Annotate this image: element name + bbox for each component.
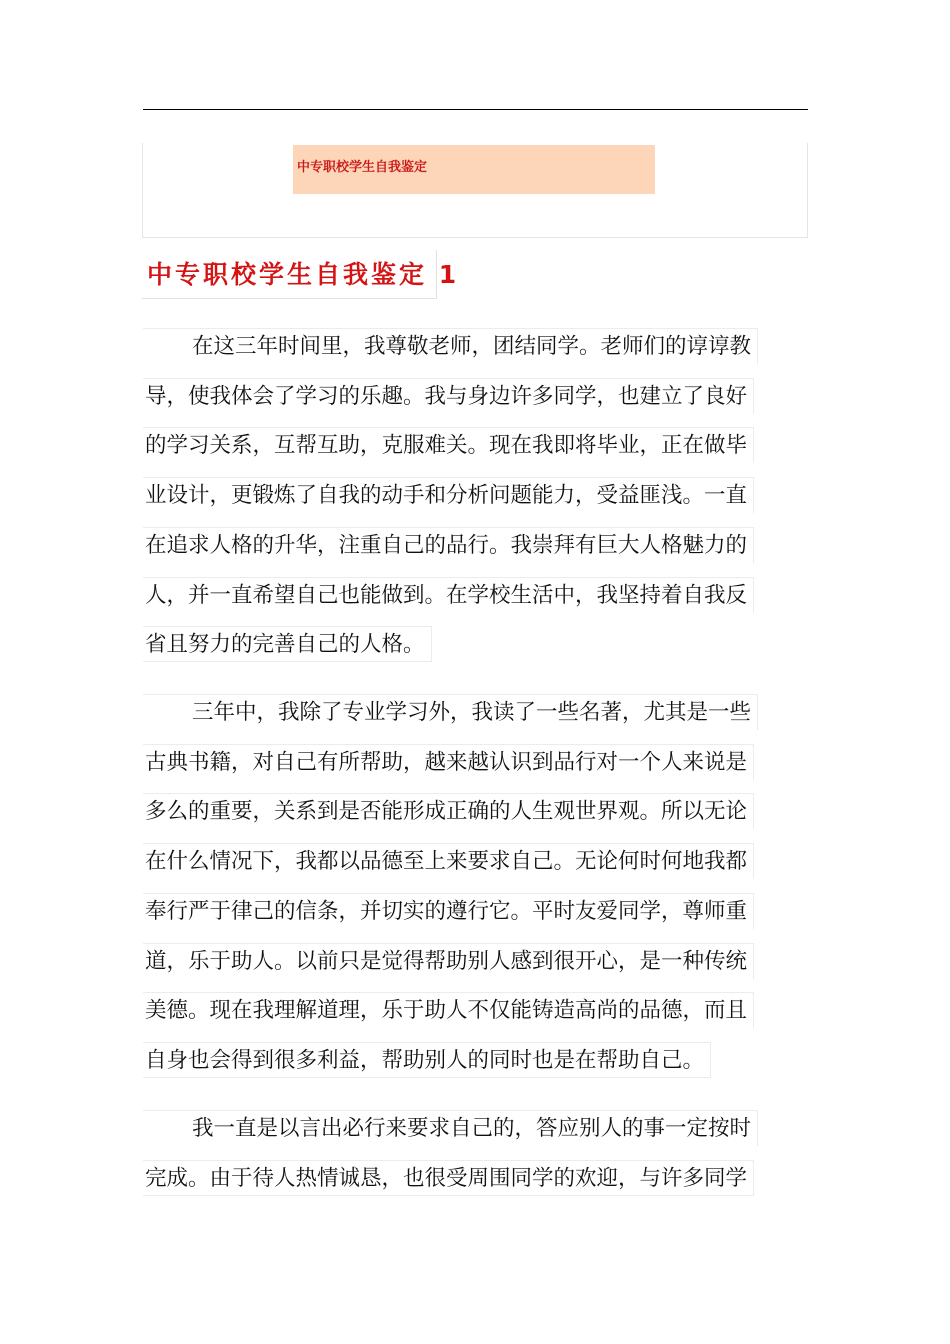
paragraph-line: 道，乐于助人。以前只是觉得帮助别人感到很开心，是一种传统	[143, 943, 754, 979]
paragraph-line: 完成。由于待人热情诚恳，也很受周围同学的欢迎，与许多同学	[143, 1160, 754, 1196]
paragraph-line: 导，使我体会了学习的乐趣。我与身边许多同学，也建立了良好	[143, 378, 754, 414]
document-title: 中专职校学生自我鉴定 1	[147, 260, 460, 289]
top-rule	[143, 109, 808, 110]
paragraph-line: 美德。现在我理解道理，乐于助人不仅能铸造高尚的品德，而且	[143, 992, 754, 1028]
paragraph-line: 三年中，我除了专业学习外，我读了一些名著，尤其是一些	[143, 694, 758, 730]
banner-title: 中专职校学生自我鉴定	[297, 160, 428, 175]
paragraph-line: 奉行严于律己的信条，并切实的遵行它。平时友爱同学，尊师重	[143, 893, 754, 929]
paragraph-line: 在这三年时间里，我尊敬老师，团结同学。老师们的谆谆教	[143, 328, 758, 364]
paragraph-line: 自身也会得到很多利益，帮助别人的同时也是在帮助自己。	[143, 1042, 711, 1078]
paragraph-line: 业设计，更锻炼了自我的动手和分析问题能力，受益匪浅。一直	[143, 477, 754, 513]
paragraph-line: 古典书籍，对自己有所帮助，越来越认识到品行对一个人来说是	[143, 744, 754, 780]
paragraph-line: 在什么情况下，我都以品德至上来要求自己。无论何时何地我都	[143, 843, 754, 879]
paragraph-line: 我一直是以言出必行来要求自己的，答应别人的事一定按时	[143, 1110, 758, 1146]
paragraph-line: 多么的重要，关系到是否能形成正确的人生观世界观。所以无论	[143, 793, 754, 829]
paragraph-line: 省且努力的完善自己的人格。	[143, 626, 432, 662]
paragraph-line: 的学习关系，互帮互助，克服难关。现在我即将毕业，正在做毕	[143, 427, 754, 463]
paragraph-line: 在追求人格的升华，注重自己的品行。我崇拜有巨大人格魅力的	[143, 527, 754, 563]
paragraph-line: 人，并一直希望自己也能做到。在学校生活中，我坚持着自我反	[143, 577, 754, 613]
